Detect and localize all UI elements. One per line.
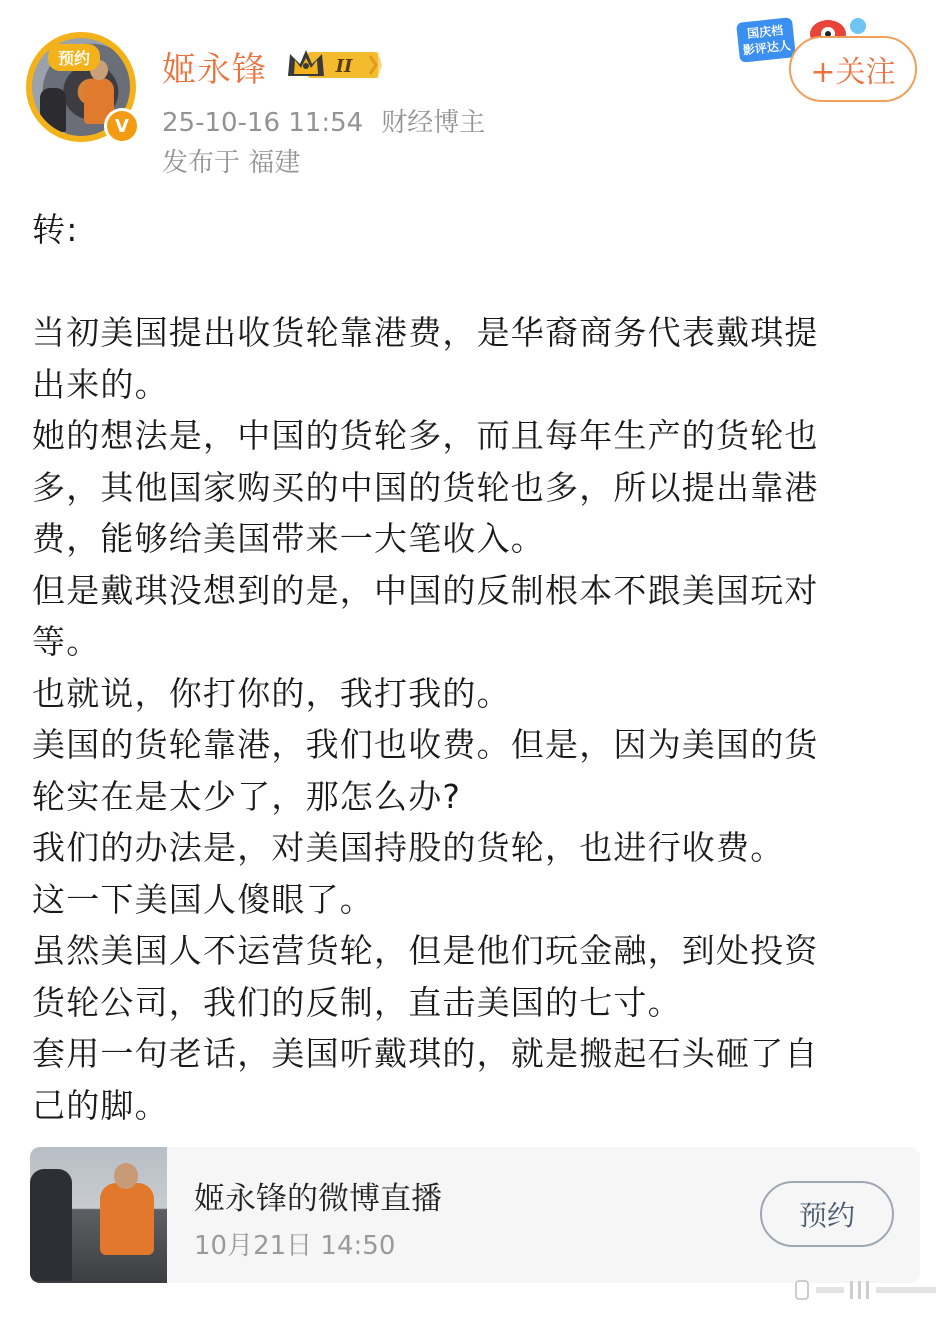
post-timestamp: 25-10-16 11:54 bbox=[162, 108, 364, 138]
post-line: 轮实在是太少了，那怎么办? bbox=[32, 776, 462, 816]
vip-level-text: II bbox=[335, 56, 353, 77]
event-badge-line1: 国庆档 bbox=[746, 23, 784, 41]
event-badge-line2: 影评达人 bbox=[742, 38, 792, 58]
post-line: 我们的办法是，对美国持股的货轮，也进行收费。 bbox=[32, 828, 785, 867]
post-location: 发布于 福建 bbox=[162, 148, 301, 178]
post-line: 套用一句老话，美国听戴琪的，就是搬起石头砸了自 bbox=[32, 1034, 819, 1073]
thumbnail-figure-left bbox=[30, 1169, 72, 1281]
live-time: 10月21日 14:50 bbox=[194, 1231, 396, 1261]
thumbnail-figure-right bbox=[100, 1183, 154, 1255]
post-content bbox=[32, 204, 917, 1131]
post-blank-line bbox=[32, 256, 917, 308]
post-line: 当初美国提出收货轮靠港费，是华裔商务代表戴琪提 bbox=[32, 313, 819, 352]
live-title: 姬永锋的微博直播 bbox=[194, 1181, 442, 1217]
post-line: 这一下美国人傻眼了。 bbox=[32, 879, 374, 919]
post-line: 她的想法是，中国的货轮多，而且每年生产的货轮也 bbox=[32, 416, 819, 455]
thumbnail-figure-head bbox=[114, 1163, 138, 1189]
author-name[interactable]: 姬永锋 bbox=[162, 50, 267, 90]
watermark-bars-icon bbox=[792, 1279, 942, 1301]
post-line: 费，能够给美国带来一大笔收入。 bbox=[32, 519, 545, 558]
post-line: 虽然美国人不运营货轮，但是他们玩金融，到处投资 bbox=[32, 931, 819, 970]
post-line: 等。 bbox=[32, 622, 101, 661]
live-broadcast-card[interactable] bbox=[30, 1147, 920, 1283]
post-line: 己的脚。 bbox=[32, 1085, 169, 1125]
post-line: 但是戴琪没想到的是，中国的反制根本不跟美国玩对 bbox=[32, 570, 819, 610]
post-line: 出来的。 bbox=[32, 364, 169, 404]
reserve-button[interactable]: 预约 bbox=[760, 1181, 894, 1247]
author-role: 财经博主 bbox=[381, 108, 486, 138]
post-line: 多，其他国家购买的中国的货轮也多，所以提出靠港 bbox=[32, 467, 819, 507]
post-line: 美国的货轮靠港，我们也收费。但是，因为美国的货 bbox=[32, 725, 819, 764]
author-avatar[interactable] bbox=[26, 32, 136, 142]
follow-button[interactable]: +关注 bbox=[789, 36, 917, 102]
live-thumbnail bbox=[30, 1147, 167, 1283]
post-line: 转: bbox=[32, 210, 79, 249]
vip-crown-icon[interactable] bbox=[286, 44, 382, 84]
verified-badge-icon: V bbox=[104, 108, 140, 144]
post-line: 也就说，你打你的，我打我的。 bbox=[32, 673, 511, 713]
post-meta bbox=[162, 102, 485, 139]
avatar-figure-left bbox=[40, 88, 66, 132]
post-line: 货轮公司，我们的反制，直击美国的七寸。 bbox=[32, 982, 682, 1022]
avatar-appointment-tag: 预约 bbox=[48, 44, 100, 71]
